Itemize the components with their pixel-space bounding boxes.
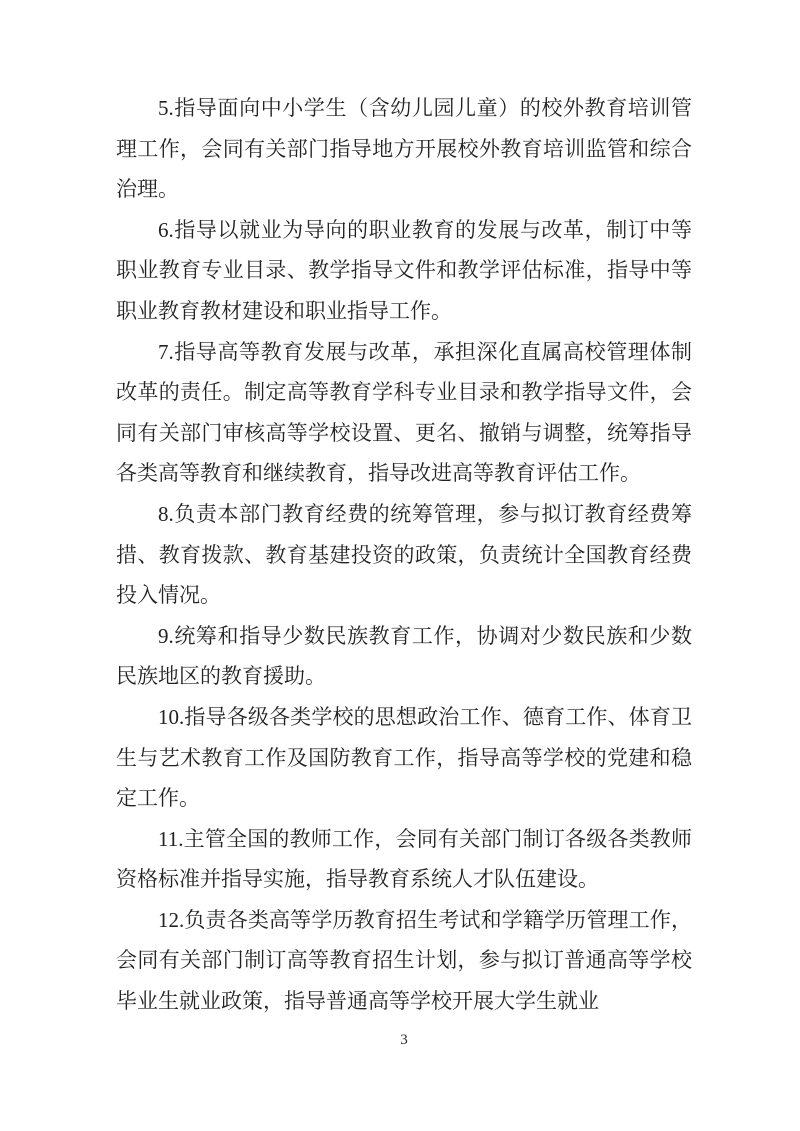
paragraph-item-6: 6.指导以就业为导向的职业教育的发展与改革，制订中等职业教育专业目录、教学指导文件和教学评估标准，指导中等职业教育教材建设和职业指导工作。 — [116, 217, 692, 323]
page-number: 3 — [400, 1032, 408, 1048]
paragraph-item-11: 11.主管全国的教师工作，会同有关部门制订各级各类教师资格标准并指导实施，指导教育系统人才队伍建设。 — [116, 826, 692, 892]
paragraph-item-8: 8.负责本部门教育经费的统筹管理，参与拟订教育经费筹措、教育拨款、教育基建投资的政策，负责统计全国教育经费投入情况。 — [116, 501, 692, 608]
paragraph-item-10: 10.指导各级各类学校的思想政治工作、德育工作、体育卫生与艺术教育工作及国防教育工作，指导高等学校的党建和稳定工作。 — [116, 704, 692, 811]
paragraph-item-5: 5.指导面向中小学生（含幼儿园儿童）的校外教育培训管理工作，会同有关部门指导地方开展校外教育培训监管和综合治理。 — [116, 96, 692, 202]
paragraph-item-7: 7.指导高等教育发展与改革，承担深化直属高校管理体制改革的责任。制定高等教育学科专业目录和教学指导文件，会同有关部门审核高等学校设置、更名、撤销与调整，统筹指导各类高等教育和继续教育，指导改进高等教育评估工作。 — [116, 339, 692, 486]
document-body — [116, 88, 692, 1022]
paragraph-item-9: 9.统筹和指导少数民族教育工作，协调对少数民族和少数民族地区的教育援助。 — [116, 623, 692, 689]
paragraph-item-12: 12.负责各类高等学历教育招生考试和学籍学历管理工作，会同有关部门制订高等教育招生计划，参与拟订普通高等学校毕业生就业政策，指导普通高等学校开展大学生就业 — [116, 907, 692, 1014]
